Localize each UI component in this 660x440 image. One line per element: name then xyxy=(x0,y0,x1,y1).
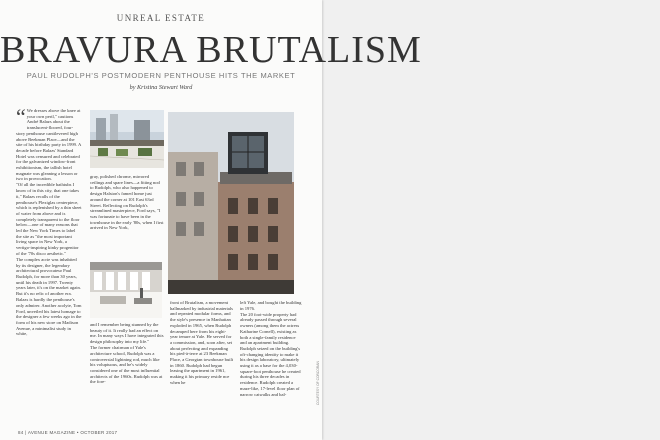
penthouse-terrace-photo xyxy=(90,110,164,168)
paragraph: The complex acrie was inhabited by its designer, the legendary architectural provocateur Paul Rudolph, for more than 30 years, until his death in 1997. Twenty years later, it's on the market again. But it's no relic of another era. xyxy=(16,256,81,297)
paragraph: left Yale, and bought the building in 1976. xyxy=(240,300,302,311)
section-kicker: UNREAL ESTATE xyxy=(116,13,206,23)
photo-credit: COURTESY OF CORCORAN xyxy=(316,361,320,405)
article-subtitle: PAUL RUDOLPH'S POSTMODERN PENTHOUSE HITS THE MARKET xyxy=(26,71,296,80)
paragraph: "Of all the incredible bathtubs I know of in this city, that one takes it," Balazs recalls of the penthouse's Plexiglas centerpiece, which is replenished by a thin sheet of water from above and is completely transparent to the floor below—one of many reasons that led the New York Times to label the site as "the most important living space in New York, a vertigo-inspiring kinky progenitor of the '70s disco aesthetic." xyxy=(16,182,82,256)
paragraph: We dresses above the knee at your own peril," cautions André Balazs about the translucent-floored, four-story penthouse cantilevered high above Beekman Place—and the site of his birthday party in 1999. A decade before Balazs' Standard Hotel was censured and celebrated for the galvanized window-front exhibitionism, the tallish hotel magnate was gleaning a lesson or two in provocation. xyxy=(16,108,82,182)
drop-quote-mark: “ xyxy=(16,104,26,129)
page-folio: 84 | AVENUE MAGAZINE • OCTOBER 2017 xyxy=(18,430,118,435)
building-exterior-photo xyxy=(168,112,294,294)
text-column-1 xyxy=(16,104,82,337)
terrace-image xyxy=(90,110,164,168)
paragraph: front of Brutalism, a movement hallmarked by industrial materials and repeated modular forms, and the style's presence in Manhattan exploded in 1965, when Rudolph decamped here from his eight-year tenure at Yale. He served for a commission, and, soon after, set about perfecting and expanding his pied-à-terre at 23 Beekman Place, a Georgian townhouse built in 1860. Rudolph had begun leasing the apartment in 1961, making it his primary reside nce when he xyxy=(170,300,234,385)
paragraph: The 20 foot-wide property had already passed through several owners (among them the actress Katharine Cornell), existing as both a single-family residence and an apartment building. Rudolph seized on the building's oft-changing identity to make it his design laboratory, ultimately using it as a base for the 4,030-square-foot penthouse he created during his three decades in residence. Rudolph created a maze-like, 17-level floor plan of narrow catwalks and bal- xyxy=(240,311,301,397)
article-byline: by Kristina Stewart Ward xyxy=(129,84,193,91)
paragraph: gray, polished chrome, mirrored ceilings and spare lines—a fitting nod to Rudolph, who also happened to design Halston's famed home just around the corner at 101 East 63rd Street. Reflecting on Rudolph's streamlined masterpiece, Ford says, "I was fortunate to have been in the townhouse in the early '80s, when I first arrived in New York, xyxy=(90,174,164,231)
article-title: BRAVURA BRUTALISM xyxy=(0,29,422,71)
text-column-2b xyxy=(90,322,164,385)
paragraph: The former chairman of Yale's architecture school, Rudolph was a controversial lightning rod, much like his voluptuous, and he's widely considered one of the most influential architects of the 1960s. Rudolph was at the fore- xyxy=(90,345,163,385)
interior-image xyxy=(90,262,162,318)
text-column-4 xyxy=(240,300,302,398)
paragraph: and I remember being stunned by the beauty of it. It really had an effect on me. In many ways I have integrated this design philosophy into my life." xyxy=(90,322,164,345)
penthouse-interior-photo xyxy=(90,262,162,318)
text-column-3 xyxy=(170,300,234,386)
text-column-2a xyxy=(90,174,164,231)
paragraph: Balazs is hardly the penthouse's only admirer. Another acolyte, Tom Ford, unveiled his latest homage to the designer a few weeks ago in the form of his new store on Madison Avenue, a minimalist study in white, xyxy=(16,297,82,337)
building-image xyxy=(168,112,294,294)
